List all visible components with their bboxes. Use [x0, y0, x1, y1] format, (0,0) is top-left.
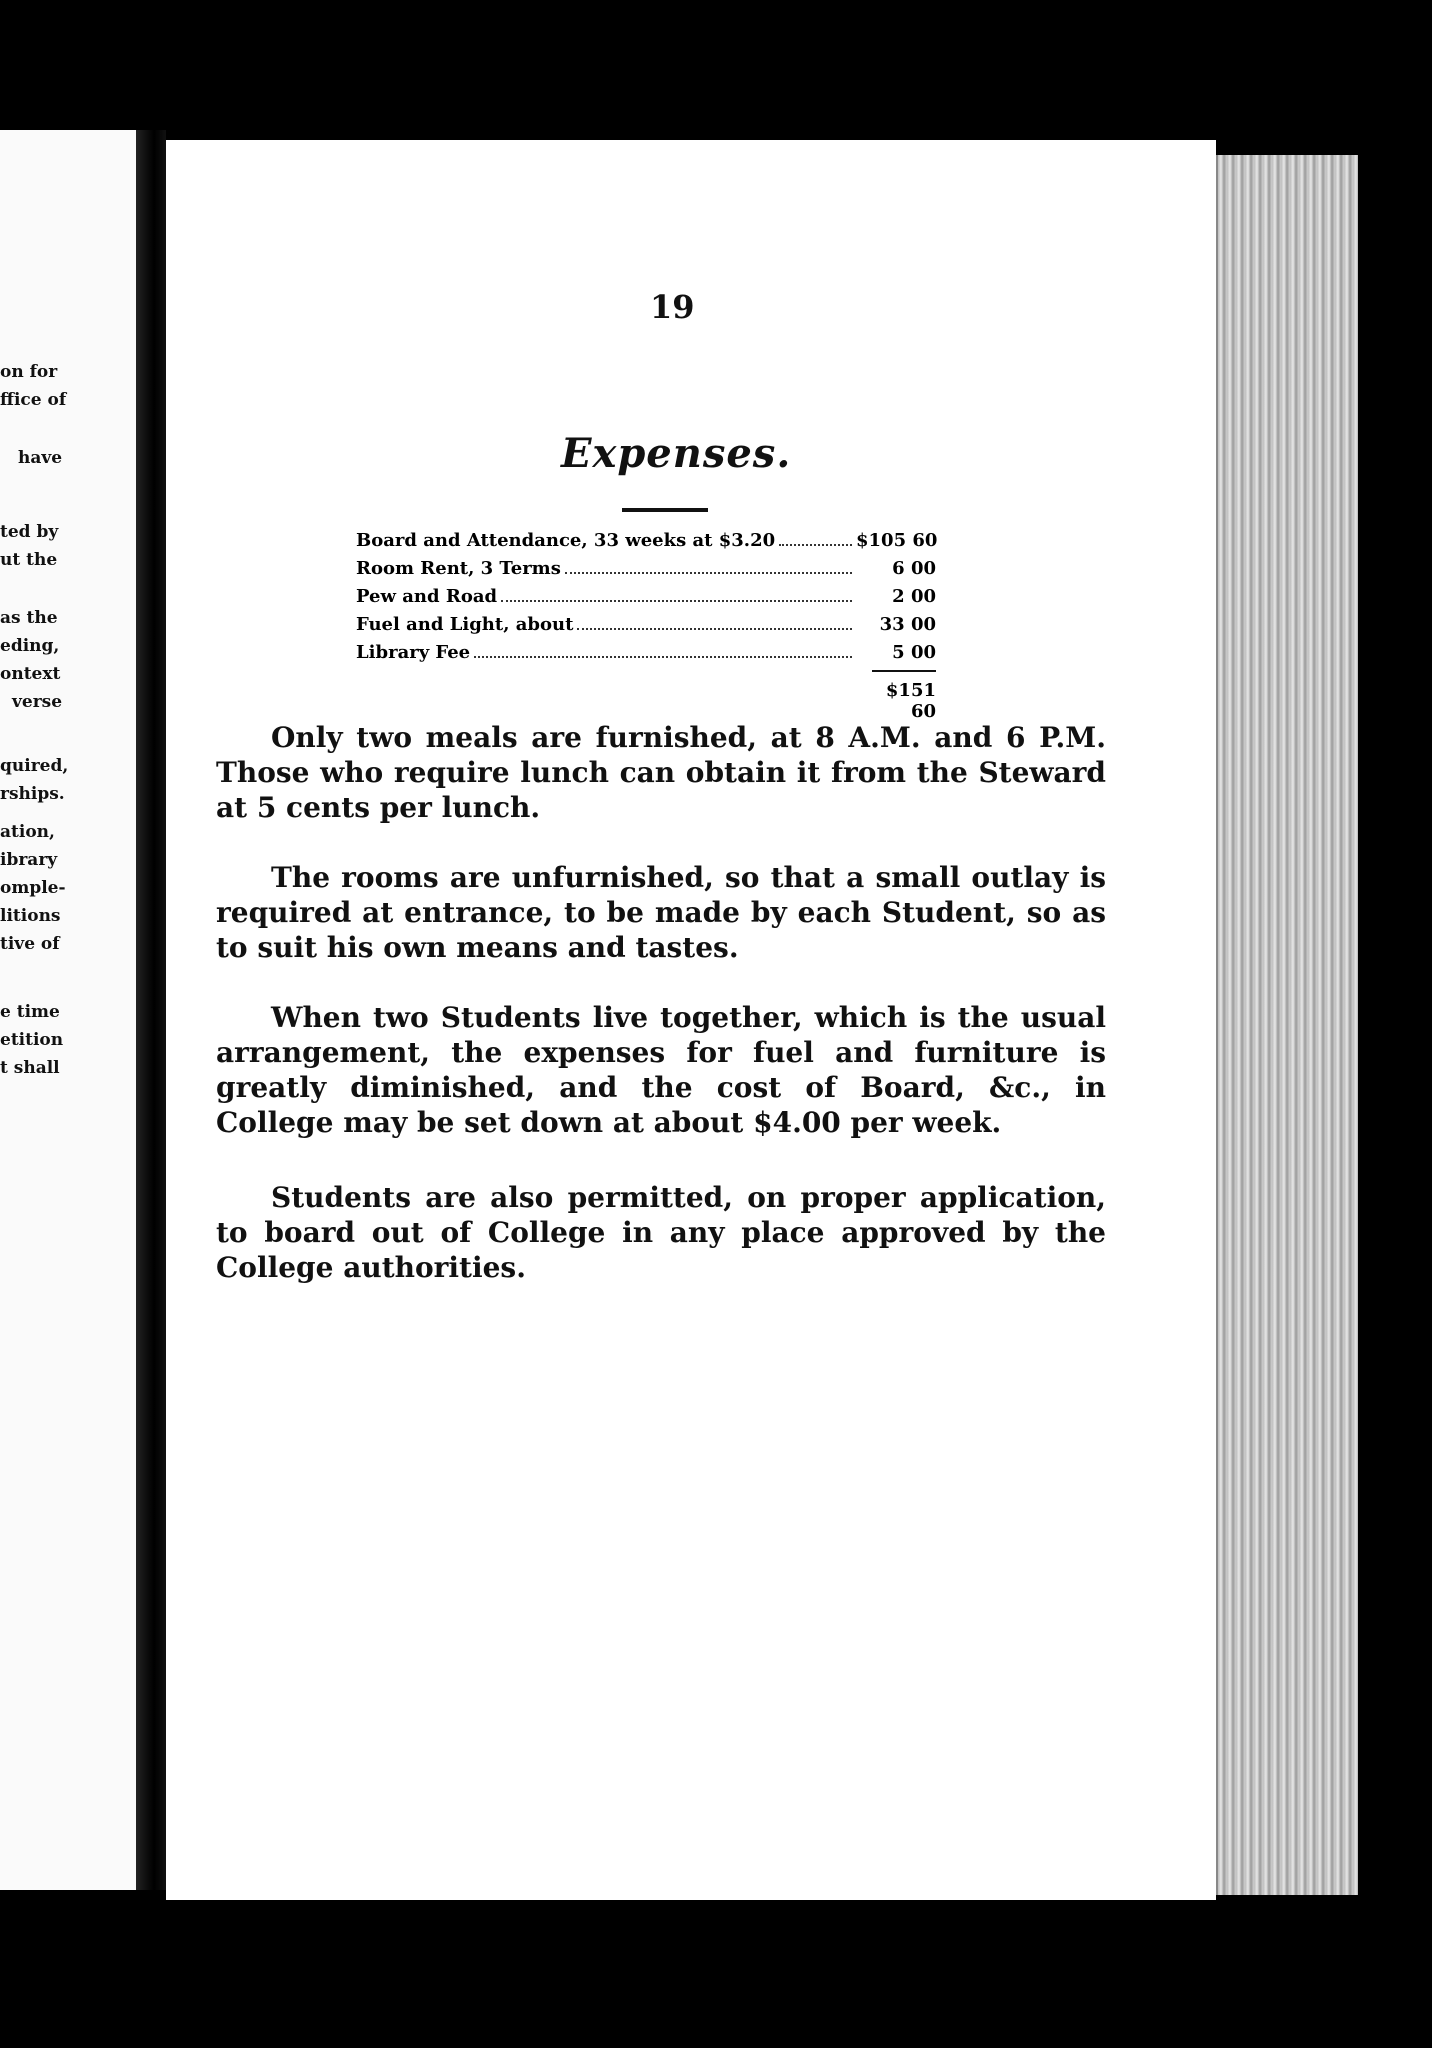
paragraph-text: When two Students live together, which is the usual arrangement, the expenses for fuel and furniture is greatly diminished, and the cost of Board, &c., in College may be set down at about $4.00 per week. — [216, 1001, 1106, 1139]
paragraph-meals — [216, 720, 1106, 825]
page-number: 19 — [650, 288, 695, 326]
total-rule — [872, 670, 936, 672]
expense-row — [356, 586, 936, 614]
left-fragment: eding, — [0, 636, 60, 656]
paragraph-text: The rooms are unfurnished, so that a small outlay is required at entrance, to be made by each Student, so as to suit his own means and tastes. — [216, 861, 1106, 964]
left-fragment: on for — [0, 362, 58, 382]
dot-leader — [577, 628, 852, 630]
paragraph-text: Students are also permitted, on proper application, to board out of College in any place approved by the College authorities. — [216, 1181, 1106, 1284]
left-fragment: ted by — [0, 522, 59, 542]
book-gutter — [136, 130, 166, 1890]
expense-row — [356, 558, 936, 586]
dot-leader — [779, 544, 852, 546]
paragraph-boarding — [216, 1180, 1106, 1285]
heading-rule — [622, 508, 708, 512]
left-fragment: e time — [0, 1002, 60, 1022]
expense-label: Library Fee — [356, 642, 471, 663]
left-fragment: ontext — [0, 664, 61, 684]
left-fragment: litions — [0, 906, 61, 926]
page-edges — [1216, 155, 1358, 1895]
dot-leader — [565, 572, 852, 574]
expense-label: Room Rent, 3 Terms — [356, 558, 561, 579]
left-fragment: ffice of — [0, 390, 67, 410]
dot-leader — [474, 656, 852, 658]
expense-amount: 2 00 — [892, 586, 936, 607]
left-fragment: ation, — [0, 822, 55, 842]
left-fragment: tive of — [0, 934, 60, 954]
expense-amount: 33 00 — [879, 614, 936, 635]
paragraph-text: Only two meals are furnished, at 8 A.M. and 6 P.M. Those who require lunch can obtain it from the Steward at 5 cents per lunch. — [216, 721, 1106, 824]
expense-amount: $105 60 — [856, 530, 938, 551]
expenses-table — [356, 530, 936, 670]
left-fragment: omple- — [0, 878, 66, 898]
expense-label: Pew and Road — [356, 586, 498, 607]
left-fragment: quired, — [0, 756, 69, 776]
expense-amount: 6 00 — [892, 558, 936, 579]
left-fragment: ut the — [0, 550, 58, 570]
expenses-total: $151 60 — [885, 680, 936, 722]
expense-row — [356, 530, 936, 558]
left-fragment: t shall — [0, 1058, 60, 1078]
dot-leader — [501, 600, 852, 602]
paragraph-shared-rooms — [216, 1000, 1106, 1140]
left-fragment: etition — [0, 1030, 64, 1050]
left-fragment: ibrary — [0, 850, 58, 870]
page-heading: Expenses. — [561, 430, 792, 477]
expense-amount: 5 00 — [892, 642, 936, 663]
left-page — [0, 130, 143, 1890]
expense-row — [356, 614, 936, 642]
document-page — [166, 140, 1216, 1900]
left-fragment: as the — [0, 608, 58, 628]
left-fragment: have — [18, 448, 63, 468]
left-fragment: verse — [12, 692, 63, 712]
left-fragment: rships. — [0, 784, 65, 804]
expense-label: Fuel and Light, about — [356, 614, 574, 635]
expense-row — [356, 642, 936, 670]
expense-label: Board and Attendance, 33 weeks at $3.20 — [356, 530, 776, 551]
paragraph-rooms — [216, 860, 1106, 965]
